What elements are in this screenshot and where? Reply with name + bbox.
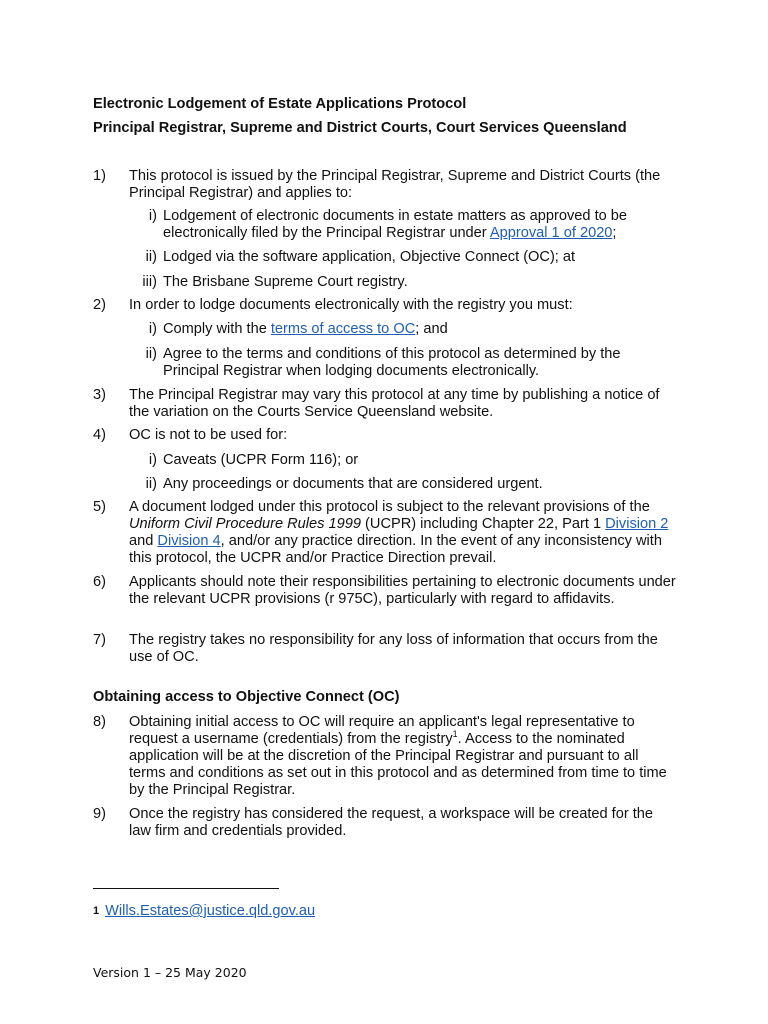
footnote (93, 903, 315, 920)
paragraph-1 (93, 168, 678, 202)
item-text: Lodgement of electronic documents in estate matters as approved to be electronically filed by the Principal Registrar under Approval 1 of 2020; (163, 208, 628, 241)
division-2-link[interactable]: Division 2 (605, 516, 669, 532)
paragraph-text: This protocol is issued by the Principal Registrar, Supreme and District Courts (the Principal Registrar) and applies to: (129, 168, 661, 201)
item-number: ii) (145, 476, 157, 492)
item-text: Caveats (UCPR Form 116); or (163, 452, 359, 468)
item-text: Lodged via the software application, Objective Connect (OC); at (163, 249, 576, 265)
item-text: Comply with the terms of access to OC; and (163, 321, 448, 337)
paragraph-number: 1) (93, 168, 106, 184)
paragraph-8 (93, 714, 678, 799)
paragraph-text: OC is not to be used for: (129, 427, 288, 443)
paragraph-number: 5) (93, 499, 106, 515)
paragraph-text: The registry takes no responsibility for any loss of information that occurs from the use of OC. (129, 632, 658, 665)
section-heading: Obtaining access to Objective Connect (OC) (93, 689, 400, 705)
paragraph-number: 2) (93, 297, 106, 313)
paragraph-text: A document lodged under this protocol is subject to the relevant provisions of the Uniform Civil Procedure Rules 1999 (UCPR) including Chapter 22, Part 1 Division 2 and Division 4, and/or any practice direction. In the event of any inconsistency with this protocol, the UCPR and/or Practice Direction prevail. (129, 499, 669, 566)
paragraph-number: 7) (93, 632, 106, 648)
division-4-link[interactable]: Division 4 (157, 533, 221, 549)
paragraph-7 (93, 632, 678, 666)
paragraph-text: In order to lodge documents electronically with the registry you must: (129, 297, 573, 313)
version-footer: Version 1 – 25 May 2020 (93, 965, 247, 980)
paragraph-text: The Principal Registrar may vary this protocol at any time by publishing a notice of the variation on the Courts Service Queensland website. (129, 387, 660, 420)
paragraph-1-item-ii (129, 249, 674, 266)
document-subtitle: Principal Registrar, Supreme and District Courts, Court Services Queensland (93, 120, 627, 136)
paragraph-2-item-ii (129, 346, 674, 380)
paragraph-number: 4) (93, 427, 106, 443)
paragraph-6 (93, 574, 678, 608)
paragraph-5 (93, 499, 678, 567)
item-number: ii) (145, 249, 157, 265)
item-number: i) (148, 452, 157, 468)
terms-of-access-link[interactable]: terms of access to OC (270, 321, 416, 337)
email-link[interactable]: Wills.Estates@justice.qld.gov.au (105, 903, 316, 919)
approval-1-of-2020-link[interactable]: Approval 1 of 2020 (489, 225, 613, 241)
footnote-mark: 1 (93, 905, 100, 917)
item-text: The Brisbane Supreme Court registry. (163, 274, 408, 290)
document-title: Electronic Lodgement of Estate Applications Protocol (93, 96, 467, 112)
paragraph-1-item-iii (129, 274, 674, 291)
paragraph-number: 3) (93, 387, 106, 403)
paragraph-2-item-i (129, 321, 674, 338)
item-number: iii) (142, 274, 157, 290)
item-text: Any proceedings or documents that are considered urgent. (163, 476, 543, 492)
paragraph-3 (93, 387, 678, 421)
item-number: ii) (145, 346, 157, 362)
paragraph-2 (93, 297, 678, 314)
footnote-divider (93, 888, 279, 889)
item-text: Agree to the terms and conditions of this protocol as determined by the Principal Registrar when lodging documents electronically. (163, 346, 621, 379)
paragraph-text: Applicants should note their responsibilities pertaining to electronic documents under the relevant UCPR provisions (r 975C), particularly with regard to affidavits. (129, 574, 676, 607)
paragraph-1-item-i (129, 208, 674, 242)
paragraph-number: 9) (93, 806, 106, 822)
paragraph-text: Once the registry has considered the request, a workspace will be created for the law firm and credentials provided. (129, 806, 654, 839)
paragraph-text: Obtaining initial access to OC will require an applicant's legal representative to request a username (credentials) from the registry$^1$. Access to the nominated application will be at the discretion of the Principal Registrar and pursuant to all terms and conditions as set out in this protocol and as determined from time to time by the Principal Registrar. (129, 714, 667, 798)
paragraph-9 (93, 806, 678, 840)
paragraph-number: 8) (93, 714, 106, 730)
paragraph-number: 6) (93, 574, 106, 590)
paragraph-4-item-i (129, 452, 674, 469)
paragraph-4 (93, 427, 678, 444)
footnote-reference[interactable]: 1 (452, 729, 458, 740)
item-number: i) (148, 321, 157, 337)
ucpr-title: Uniform Civil Procedure Rules 1999 (129, 516, 361, 532)
item-number: i) (148, 208, 157, 224)
paragraph-4-item-ii (129, 476, 674, 493)
